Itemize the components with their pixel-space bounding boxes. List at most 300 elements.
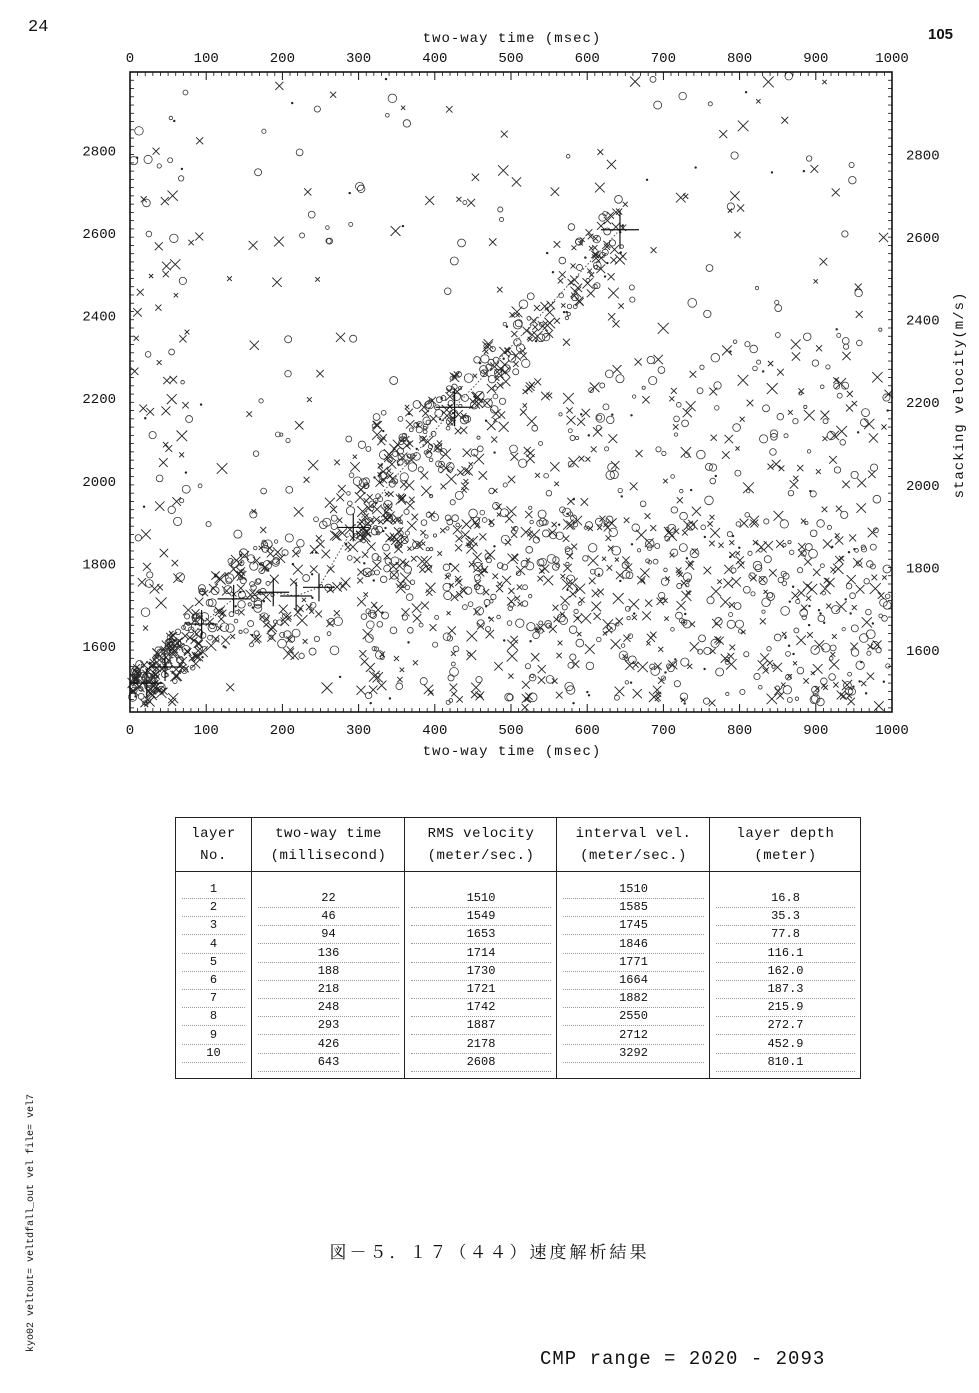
marker-o <box>507 621 512 626</box>
marker-o <box>141 608 150 617</box>
marker-o <box>743 586 750 593</box>
table-cell-two-way-time: 293 <box>258 1016 399 1035</box>
marker-o <box>430 548 433 551</box>
marker-o <box>803 333 811 341</box>
marker-o <box>435 409 443 417</box>
marker-o <box>794 628 799 633</box>
marker-o <box>726 692 729 695</box>
marker-o <box>583 556 589 562</box>
marker-o <box>525 664 530 669</box>
marker-o <box>498 207 503 212</box>
marker-o <box>681 658 689 666</box>
y-tick-label-right: 2000 <box>906 478 940 495</box>
marker-o <box>653 559 658 564</box>
marker-o <box>849 162 854 167</box>
marker-dot <box>240 561 242 563</box>
marker-dot <box>664 671 666 673</box>
marker-o <box>837 333 841 337</box>
marker-o <box>734 603 741 610</box>
marker-o <box>704 647 711 654</box>
marker-o <box>488 359 494 365</box>
marker-o <box>688 299 697 308</box>
marker-o <box>429 458 433 462</box>
marker-o <box>190 665 195 670</box>
marker-o <box>834 467 840 473</box>
marker-o <box>879 328 882 331</box>
marker-o <box>767 647 771 651</box>
marker-o <box>456 523 460 527</box>
marker-o <box>565 547 570 552</box>
marker-o <box>135 535 141 541</box>
marker-o <box>404 566 412 574</box>
marker-dot <box>586 691 588 693</box>
table-cell-two-way-time: 248 <box>258 998 399 1017</box>
marker-o <box>402 615 407 620</box>
marker-o <box>674 681 680 687</box>
marker-o <box>388 94 397 103</box>
marker-o <box>706 265 713 272</box>
marker-o <box>842 337 849 344</box>
marker-dot <box>529 640 531 642</box>
y-tick-label-left: 1600 <box>82 639 116 656</box>
table-cell-interval-vel: 1510 <box>563 880 704 899</box>
marker-o <box>851 649 859 657</box>
y-tick-label-left: 2200 <box>82 392 116 409</box>
marker-dot <box>630 681 632 683</box>
table-cell-interval-vel: 1664 <box>563 971 704 990</box>
marker-o <box>146 231 152 237</box>
marker-dot <box>848 551 850 553</box>
marker-o <box>789 550 793 554</box>
marker-o <box>812 360 818 366</box>
table-cell-interval-vel: 2550 <box>563 1007 704 1026</box>
marker-o <box>274 540 277 543</box>
marker-o <box>198 484 202 488</box>
marker-o <box>676 612 683 619</box>
y-tick-label-left: 2400 <box>82 309 116 326</box>
marker-o <box>331 523 337 529</box>
marker-o <box>239 630 242 633</box>
marker-o <box>862 409 870 417</box>
marker-dot <box>385 78 387 80</box>
marker-dot <box>493 451 495 453</box>
marker-o <box>297 540 305 548</box>
marker-o <box>842 231 848 237</box>
x-tick-label-top: 200 <box>269 51 296 67</box>
marker-dot <box>181 168 183 170</box>
marker-o <box>433 642 438 647</box>
marker-o <box>516 619 524 627</box>
marker-dot <box>771 171 773 173</box>
marker-dot <box>808 624 810 626</box>
marker-dot <box>745 91 747 93</box>
marker-o <box>568 224 575 231</box>
marker-o <box>783 543 786 546</box>
marker-o <box>736 620 744 628</box>
table-cell-rms-velocity: 1887 <box>411 1016 551 1035</box>
marker-o <box>385 558 391 564</box>
marker-dot <box>588 434 590 436</box>
marker-o <box>640 501 646 507</box>
marker-o <box>714 382 721 389</box>
marker-o <box>309 648 316 655</box>
marker-o <box>846 583 852 589</box>
marker-o <box>566 562 569 565</box>
marker-o <box>632 524 640 532</box>
marker-dot <box>143 506 145 508</box>
marker-o <box>870 544 876 550</box>
marker-o <box>168 158 173 163</box>
marker-o <box>857 340 863 346</box>
marker-o <box>303 575 310 582</box>
marker-dot <box>136 157 138 159</box>
table-cell-rms-velocity: 1742 <box>411 998 551 1017</box>
marker-dot <box>382 430 384 432</box>
marker-o <box>786 652 791 657</box>
marker-dot <box>580 413 582 415</box>
cmp-range-footer: CMP range = 2020 - 2093 <box>540 1348 826 1370</box>
marker-o <box>450 667 459 676</box>
marker-o <box>817 520 825 528</box>
marker-dot <box>563 311 565 313</box>
marker-o <box>170 234 178 242</box>
table-cell-layer-no: 9 <box>182 1026 245 1045</box>
marker-o <box>376 526 383 533</box>
marker-o <box>642 386 645 389</box>
marker-o <box>745 342 750 347</box>
marker-dot <box>883 680 885 682</box>
marker-dot <box>373 476 375 478</box>
table-cell-rms-velocity: 1714 <box>411 944 551 963</box>
marker-o <box>753 366 758 371</box>
marker-o <box>821 678 828 685</box>
marker-o <box>469 509 478 518</box>
marker-o <box>409 428 413 432</box>
marker-dot <box>584 256 586 258</box>
x-tick-label-top: 1000 <box>875 51 909 67</box>
marker-o <box>346 436 352 442</box>
marker-o <box>785 72 793 80</box>
marker-o <box>788 490 794 496</box>
marker-o <box>596 425 601 430</box>
marker-o <box>361 614 367 620</box>
marker-dot <box>137 674 139 676</box>
table-cell-layer-depth: 116.1 <box>716 944 855 963</box>
y-axis-title-right: stacking velocity(m/s) <box>952 291 968 499</box>
marker-o <box>330 646 339 655</box>
marker-o <box>873 495 881 503</box>
marker-dot <box>239 591 241 593</box>
marker-o <box>733 424 741 432</box>
table-cell-layer-depth: 35.3 <box>716 907 855 926</box>
marker-o <box>144 155 152 163</box>
table-cell-layer-depth: 187.3 <box>716 980 855 999</box>
table-cell-interval-vel: 1771 <box>563 953 704 972</box>
marker-o <box>285 534 293 542</box>
marker-o <box>240 577 246 583</box>
marker-dot <box>633 612 635 614</box>
marker-o <box>747 490 750 493</box>
marker-o <box>775 300 779 304</box>
marker-dot <box>792 586 794 588</box>
marker-dot <box>348 192 350 194</box>
marker-o <box>473 517 480 524</box>
marker-o <box>559 257 566 264</box>
marker-o <box>444 288 451 295</box>
table-cell-layer-depth: 215.9 <box>716 998 855 1017</box>
marker-dot <box>860 661 862 663</box>
marker-o <box>253 451 259 457</box>
marker-o <box>566 154 570 158</box>
marker-o <box>490 346 495 351</box>
marker-o <box>183 90 188 95</box>
marker-o <box>567 313 570 316</box>
header-interval-velocity <box>557 818 710 872</box>
marker-o <box>405 531 409 535</box>
marker-dot <box>792 653 794 655</box>
marker-dot <box>134 695 136 697</box>
marker-o <box>705 496 714 505</box>
marker-o <box>173 679 178 684</box>
marker-o <box>499 217 503 221</box>
marker-o <box>780 520 788 528</box>
marker-dot <box>630 414 632 416</box>
marker-o <box>568 662 574 668</box>
marker-o <box>850 593 856 599</box>
marker-o <box>285 370 291 376</box>
x-tick-label-bottom: 0 <box>125 723 135 739</box>
marker-o <box>255 579 261 585</box>
marker-o <box>413 401 421 409</box>
marker-dot <box>622 224 624 226</box>
marker-o <box>300 233 305 238</box>
marker-o <box>697 450 706 459</box>
marker-o <box>425 535 429 539</box>
marker-dot <box>388 538 390 540</box>
y-tick-label-left: 2000 <box>82 474 116 491</box>
marker-dot <box>558 523 560 525</box>
marker-o <box>356 182 364 190</box>
table-cell-layer-depth: 162.0 <box>716 962 855 981</box>
marker-o <box>380 576 387 583</box>
marker-o <box>658 367 665 374</box>
marker-o <box>249 643 253 647</box>
marker-o <box>168 506 175 513</box>
marker-o <box>347 492 351 496</box>
marker-dot <box>729 350 731 352</box>
marker-o <box>781 607 790 616</box>
header-line-2: (meter/sec.) <box>427 847 535 864</box>
marker-o <box>609 528 617 536</box>
marker-o <box>674 433 677 436</box>
marker-o <box>703 698 709 704</box>
marker-o <box>446 527 449 530</box>
y-tick-label-left: 2800 <box>82 144 116 161</box>
marker-o <box>700 365 704 369</box>
marker-dot <box>857 431 859 433</box>
marker-o <box>421 520 427 526</box>
marker-dot <box>552 271 554 273</box>
marker-dot <box>631 543 633 545</box>
marker-o <box>805 544 812 551</box>
marker-o <box>426 548 429 551</box>
marker-dot <box>339 676 341 678</box>
marker-o <box>234 530 242 538</box>
marker-o <box>834 383 840 389</box>
marker-o <box>860 634 869 643</box>
marker-o <box>508 354 516 362</box>
marker-o <box>775 333 780 338</box>
marker-dot <box>439 418 441 420</box>
x-tick-label-bottom: 500 <box>498 723 524 739</box>
column-layer-no <box>176 818 251 1078</box>
marker-o <box>758 685 762 689</box>
marker-dot <box>604 275 606 277</box>
marker-o <box>362 539 366 543</box>
marker-dot <box>819 612 821 614</box>
marker-dot <box>738 547 740 549</box>
table-cell-two-way-time: 188 <box>258 962 399 981</box>
marker-o <box>259 399 263 403</box>
marker-o <box>254 631 259 636</box>
marker-o <box>464 374 473 383</box>
marker-o <box>452 515 459 522</box>
marker-o <box>811 646 820 655</box>
marker-o <box>886 664 890 668</box>
marker-o <box>727 620 735 628</box>
marker-o <box>775 686 779 690</box>
table-cell-two-way-time: 94 <box>258 925 399 944</box>
x-tick-label-bottom: 700 <box>650 723 677 739</box>
marker-dot <box>153 692 155 694</box>
marker-dot <box>384 527 386 529</box>
marker-dot <box>683 702 685 704</box>
marker-dot <box>619 580 621 582</box>
marker-o <box>533 537 539 543</box>
marker-o <box>403 120 410 127</box>
marker-o <box>671 507 677 513</box>
marker-o <box>516 571 520 575</box>
marker-dot <box>849 612 851 614</box>
marker-o <box>379 472 387 480</box>
x-tick-label-top: 900 <box>803 51 829 67</box>
marker-o <box>261 488 267 494</box>
marker-o <box>763 405 770 412</box>
marker-o <box>649 377 657 385</box>
marker-o <box>676 402 681 407</box>
marker-o <box>349 222 353 226</box>
x-tick-label-bottom: 400 <box>422 723 448 739</box>
marker-o <box>292 629 300 637</box>
marker-o <box>358 441 365 448</box>
marker-o <box>701 525 706 530</box>
table-cell-interval-vel: 1745 <box>563 916 704 935</box>
marker-o <box>186 416 193 423</box>
header-line-2: (meter) <box>754 847 817 864</box>
marker-o <box>286 486 293 493</box>
marker-dot <box>370 702 372 704</box>
marker-dot <box>291 102 293 104</box>
marker-o <box>331 515 337 521</box>
marker-dot <box>703 668 705 670</box>
marker-o <box>651 667 660 676</box>
marker-o <box>826 365 830 369</box>
marker-o <box>546 490 552 496</box>
marker-o <box>327 632 331 636</box>
marker-dot <box>502 358 504 360</box>
marker-o <box>513 369 519 375</box>
table-cell-layer-no: 6 <box>182 971 245 990</box>
marker-o <box>709 464 716 471</box>
marker-o <box>349 473 354 478</box>
marker-o <box>448 400 453 405</box>
marker-o <box>605 447 609 451</box>
marker-o <box>822 643 831 652</box>
marker-o <box>156 475 163 482</box>
marker-dot <box>503 639 505 641</box>
marker-o <box>600 383 605 388</box>
marker-o <box>606 516 613 523</box>
marker-dot <box>858 680 860 682</box>
marker-o <box>733 340 737 344</box>
marker-dot <box>789 600 791 602</box>
x-tick-label-bottom: 900 <box>803 723 829 739</box>
marker-dot <box>818 609 820 611</box>
marker-o <box>597 415 602 420</box>
marker-o <box>474 357 481 364</box>
marker-o <box>180 499 184 503</box>
marker-o <box>849 176 856 183</box>
marker-dot <box>263 600 265 602</box>
x-tick-label-top: 500 <box>498 51 524 67</box>
marker-o <box>866 609 872 615</box>
marker-o <box>435 615 439 619</box>
marker-o <box>708 102 712 106</box>
marker-o <box>143 199 151 207</box>
marker-o <box>390 627 397 634</box>
marker-o <box>420 678 427 685</box>
marker-dot <box>836 328 838 330</box>
marker-o <box>729 613 733 617</box>
marker-o <box>731 152 738 159</box>
table-cell-rms-velocity: 2178 <box>411 1035 551 1054</box>
marker-dot <box>852 685 854 687</box>
marker-dot <box>831 546 833 548</box>
marker-dot <box>201 656 203 658</box>
velocity-function-line <box>130 230 620 683</box>
marker-o <box>260 613 269 622</box>
marker-o <box>576 264 582 270</box>
marker-o <box>390 377 398 385</box>
marker-o <box>296 149 303 156</box>
header-two-way-time <box>252 818 405 872</box>
marker-o <box>710 478 716 484</box>
marker-o <box>715 406 719 410</box>
marker-o <box>820 564 824 568</box>
marker-o <box>248 621 254 627</box>
marker-dot <box>823 622 825 624</box>
marker-o <box>755 286 758 289</box>
marker-o <box>396 683 403 690</box>
marker-dot <box>803 170 805 172</box>
marker-o <box>860 419 868 427</box>
marker-o <box>697 388 703 394</box>
plot-frame <box>130 72 892 712</box>
marker-dot <box>535 340 537 342</box>
marker-o <box>488 375 496 383</box>
marker-o <box>251 585 257 591</box>
table-cell-two-way-time: 22 <box>258 889 399 908</box>
